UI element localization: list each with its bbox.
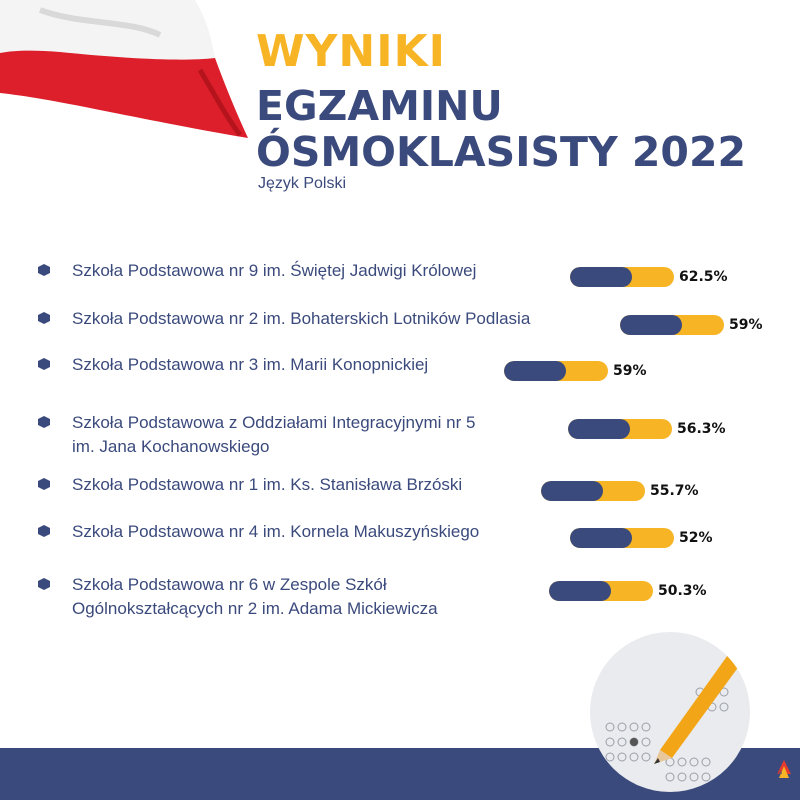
title-egzaminu: EGZAMINU	[256, 82, 503, 130]
school-name-label: Szkoła Podstawowa nr 3 im. Marii Konopnickiej	[72, 355, 429, 374]
hexagon-bullet-icon	[38, 416, 50, 428]
polish-flag-image	[0, 0, 250, 150]
title-wyniki: WYNIKI	[256, 26, 447, 77]
score-bar-fill	[568, 419, 630, 439]
score-value-label: 56.3%	[677, 421, 726, 437]
school-name-label: Szkoła Podstawowa z Oddziałami Integracyjnymi nr 5	[72, 413, 476, 432]
score-bar	[504, 361, 608, 381]
score-bar	[570, 267, 674, 287]
score-value-label: 52%	[679, 530, 713, 546]
score-bar-fill	[541, 481, 603, 501]
score-bar-fill	[570, 528, 632, 548]
school-name-label: Szkoła Podstawowa nr 1 im. Ks. Stanisława Brzóski	[72, 475, 463, 494]
school-name-label: Szkoła Podstawowa nr 9 im. Świętej Jadwigi Królowej	[72, 261, 477, 280]
school-name-label: Szkoła Podstawowa nr 2 im. Bohaterskich Lotników Podlasia	[72, 309, 531, 328]
score-bar	[549, 581, 653, 601]
hexagon-bullet-icon	[38, 358, 50, 370]
score-value-label: 59%	[729, 317, 763, 333]
score-bar-fill	[570, 267, 632, 287]
score-bar	[568, 419, 672, 439]
school-name-label: Ogólnokształcących nr 2 im. Adama Mickiewicza	[72, 599, 438, 618]
score-value-label: 62.5%	[679, 269, 728, 285]
school-name-label: Szkoła Podstawowa nr 4 im. Kornela Makuszyńskiego	[72, 522, 480, 541]
title-osmoklasisty: ÓSMOKLASISTY 2022	[256, 128, 747, 176]
score-value-label: 55.7%	[650, 483, 699, 499]
score-bar-fill	[549, 581, 611, 601]
hexagon-bullet-icon	[38, 478, 50, 490]
logo-line-2: podlaska	[758, 770, 783, 776]
subtitle-subject: Język Polski	[258, 175, 347, 192]
score-bar	[570, 528, 674, 548]
hexagon-bullet-icon	[38, 525, 50, 537]
logo-line-1: biała	[758, 764, 771, 770]
logo	[758, 758, 794, 788]
exam-sheet-pencil-photo	[590, 632, 750, 792]
score-bar	[541, 481, 645, 501]
hexagon-bullet-icon	[38, 578, 50, 590]
score-bar-fill	[620, 315, 682, 335]
score-value-label: 50.3%	[658, 583, 707, 599]
score-bar	[620, 315, 724, 335]
school-name-label: im. Jana Kochanowskiego	[72, 437, 270, 456]
hexagon-bullet-icon	[38, 312, 50, 324]
score-bar-fill	[504, 361, 566, 381]
school-name-label: Szkoła Podstawowa nr 6 w Zespole Szkół	[72, 575, 387, 594]
hexagon-bullet-icon	[38, 264, 50, 276]
score-value-label: 59%	[613, 363, 647, 379]
